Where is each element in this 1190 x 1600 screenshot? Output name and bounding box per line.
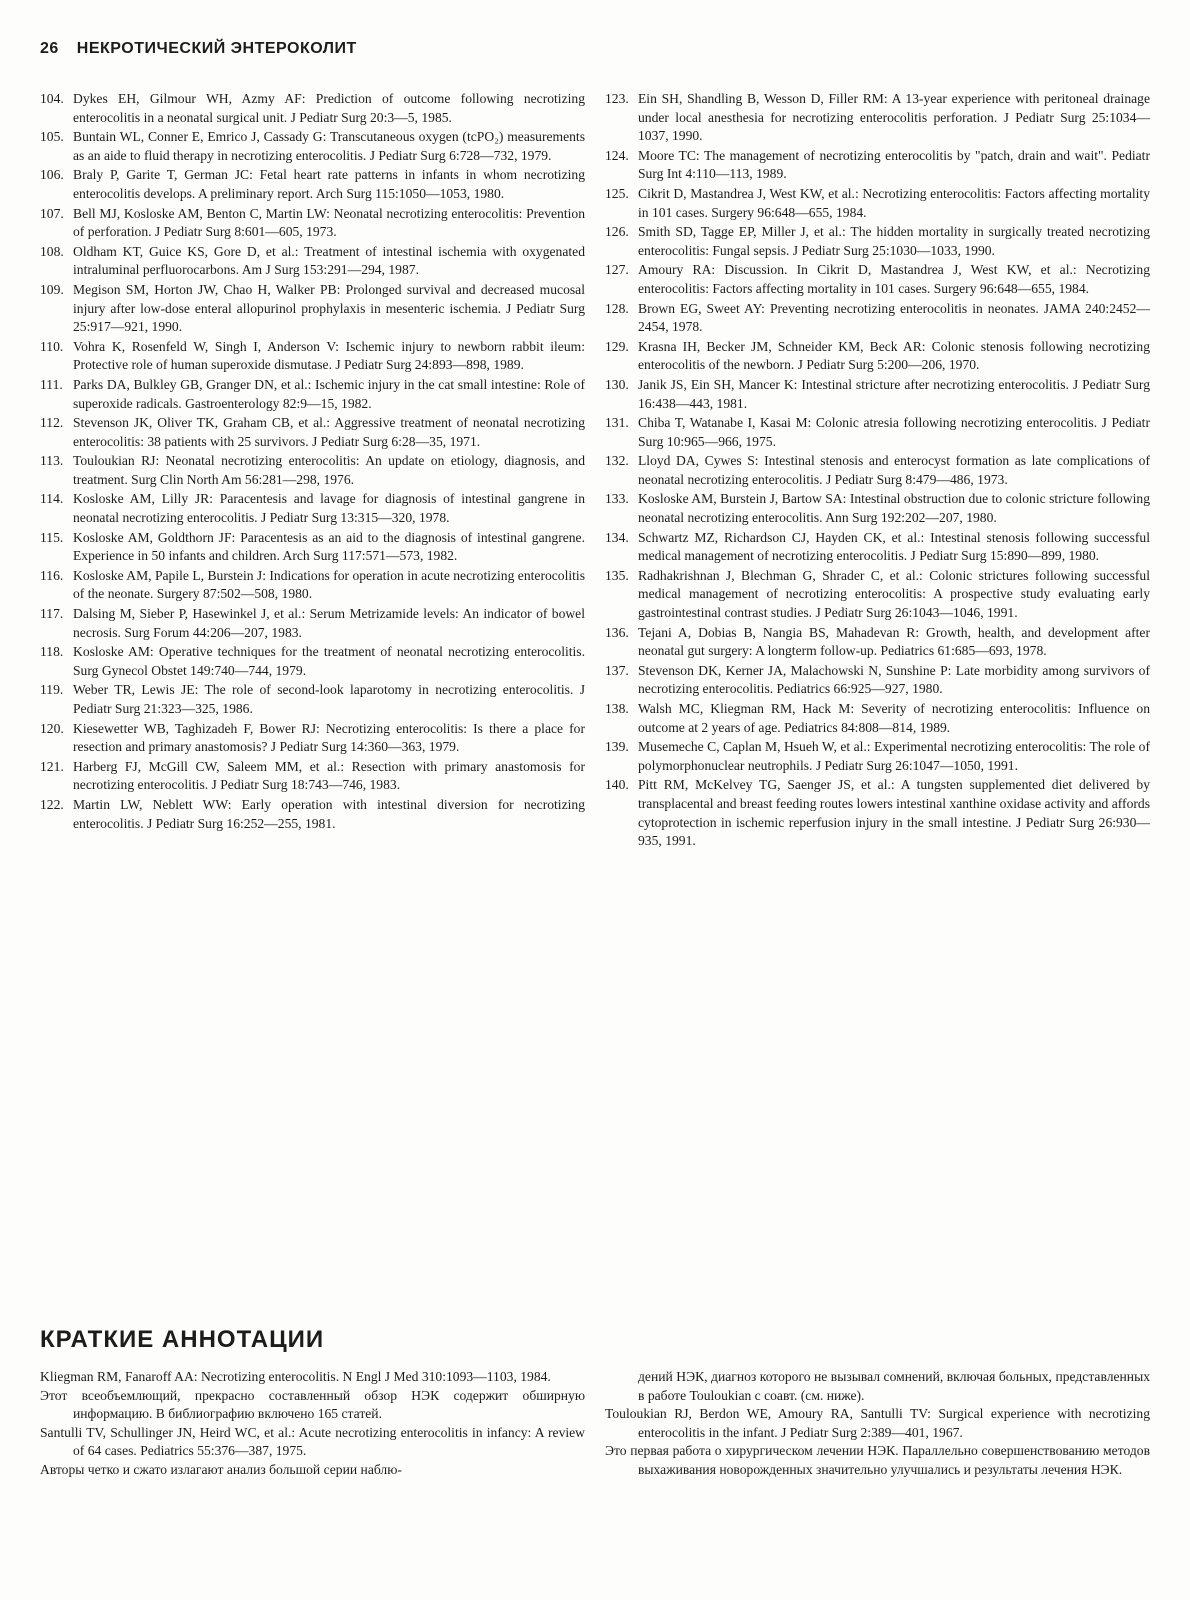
page-number: 26 bbox=[40, 40, 59, 57]
reference-entry bbox=[605, 261, 1150, 298]
reference-text: Moore TC: The management of necrotizing enterocolitis by "patch, drain and wait". Pediatr Surg Int 4:110—113, 1989. bbox=[638, 147, 1150, 182]
reference-text: Cikrit D, Mastandrea J, West KW, et al.: Necrotizing enterocolitis: Factors affecting mortality in 101 cases. Surgery 96:648—655, 1984. bbox=[638, 185, 1150, 220]
reference-text: Weber TR, Lewis JE: The role of second-look laparotomy in necrotizing enterocolitis. J Pediatr Surg 21:323—325, 1986. bbox=[73, 682, 585, 716]
reference-text: Chiba T, Watanabe I, Kasai M: Colonic atresia following necrotizing enterocolitis. J Pediatr Surg 10:965—966, 1975. bbox=[638, 415, 1150, 449]
reference-number: 119. bbox=[40, 682, 64, 698]
reference-entry bbox=[40, 452, 585, 489]
reference-text: Touloukian RJ: Neonatal necrotizing enterocolitis: An update on etiology, diagnosis, and treatment. Surg Clin North Am 56:281—298, 1976. bbox=[73, 453, 585, 487]
reference-number: 136. bbox=[605, 624, 629, 640]
reference-text: Dalsing M, Sieber P, Hasewinkel J, et al.: Serum Metrizamide levels: An indicator of bowel necrosis. Surg Forum 44:206—207, 1983. bbox=[73, 606, 585, 640]
reference-number: 137. bbox=[605, 662, 629, 678]
reference-text: Walsh MC, Kliegman RM, Hack M: Severity of necrotizing enterocolitis: Influence on outcome at 2 years of age. Pediatrics 84:808—814, 1989. bbox=[638, 701, 1150, 735]
references-right-column bbox=[605, 90, 1150, 852]
reference-text: Oldham KT, Guice KS, Gore D, et al.: Treatment of intestinal ischemia with oxygenated intraluminal perfluorocarbons. Am J Surg 153:291—294, 1987. bbox=[73, 243, 585, 278]
running-title: НЕКРОТИЧЕСКИЙ ЭНТЕРОКОЛИТ bbox=[76, 40, 357, 57]
reference-number: 104. bbox=[40, 91, 64, 106]
reference-number: 113. bbox=[40, 453, 64, 469]
annotation-comment: дений НЭК, диагноз которого не вызывал сомнений, включая больных, представленных в работе Touloukian с соавт. (см. ниже). bbox=[638, 1369, 1150, 1403]
reference-number: 124. bbox=[605, 147, 629, 163]
reference-text: Kosloske AM, Burstein J, Bartow SA: Intestinal obstruction due to colonic stricture following neonatal necrotizing enterocolitis. Ann Surg 192:202—207, 1980. bbox=[638, 491, 1150, 526]
annotations-left-column bbox=[40, 1368, 585, 1480]
reference-entry bbox=[40, 567, 585, 604]
reference-entry bbox=[605, 490, 1150, 527]
reference-entry bbox=[605, 300, 1150, 337]
reference-number: 132. bbox=[605, 453, 629, 469]
reference-text: Musemeche C, Caplan M, Hsueh W, et al.: Experimental necrotizing enterocolitis: The role of polymorphonuclear neutrophils. J Pediatr Surg 26:1047—1050, 1991. bbox=[638, 739, 1150, 773]
reference-entry bbox=[40, 605, 585, 642]
reference-entry bbox=[40, 90, 585, 127]
reference-number: 111. bbox=[40, 376, 63, 392]
reference-number: 112. bbox=[40, 415, 64, 431]
reference-text: Schwartz MZ, Richardson CJ, Hayden CK, et al.: Intestinal stenosis following successful medical management of necrotizing enterocolitis. J Pediatr Surg 15:890—899, 1980. bbox=[638, 529, 1150, 564]
reference-entry bbox=[605, 776, 1150, 850]
reference-text: Krasna IH, Becker JM, Schneider KM, Beck AR: Colonic stenosis following necrotizing enterocolitis of the newborn. J Pediatr Surg 5:200—206, 1970. bbox=[638, 338, 1150, 373]
reference-text: Harberg FJ, McGill CW, Saleem MM, et al.: Resection with primary anastomosis for necrotizing enterocolitis. J Pediatr Surg 18:743—746, 1983. bbox=[73, 758, 585, 793]
reference-text: Martin LW, Neblett WW: Early operation with intestinal diversion for necrotizing enterocolitis. J Pediatr Surg 16:252—255, 1981. bbox=[73, 796, 585, 831]
annotations-right-column bbox=[605, 1368, 1150, 1480]
reference-number: 134. bbox=[605, 529, 629, 545]
annotation-comment: Этот всеобъемлющий, прекрасно составленный обзор НЭК содержит обширную информацию. В библиографию включено 165 статей. bbox=[40, 1387, 585, 1422]
reference-entry bbox=[605, 90, 1150, 146]
reference-entry bbox=[605, 529, 1150, 566]
reference-entry bbox=[40, 681, 585, 718]
reference-entry bbox=[40, 281, 585, 337]
reference-text: Vohra K, Rosenfeld W, Singh I, Anderson V: Ischemic injury to newborn rabbit ileum: Protective role of human superoxide dismutase. J Pediatr Surg 24:893—898, 1989. bbox=[73, 338, 585, 373]
reference-text: Ein SH, Shandling B, Wesson D, Filler RM: A 13-year experience with peritoneal drainage under local anesthesia for necrotizing enterocolitis perforation. J Pediatr Surg 25:1034—1037, 1990. bbox=[638, 91, 1150, 144]
reference-text: Kiesewetter WB, Taghizadeh F, Bower RJ: Necrotizing enterocolitis: Is there a place for resection and primary anastomosis? J Pediatr Surg 14:360—363, 1979. bbox=[73, 720, 585, 755]
reference-number: 140. bbox=[605, 777, 629, 793]
reference-entry bbox=[605, 624, 1150, 661]
reference-text: Smith SD, Tagge EP, Miller J, et al.: The hidden mortality in surgically treated necrotizing enterocolitis: Fungal sepsis. J Pediatr Surg 25:1030—1033, 1990. bbox=[638, 224, 1150, 258]
reference-entry bbox=[40, 376, 585, 413]
reference-text: Lloyd DA, Cywes S: Intestinal stenosis and enterocyst formation as late complications of neonatal necrotizing enterocolitis. J Pediatr Surg 8:479—486, 1973. bbox=[638, 453, 1150, 487]
reference-entry bbox=[40, 490, 585, 527]
reference-number: 107. bbox=[40, 205, 64, 221]
reference-number: 115. bbox=[40, 529, 64, 545]
reference-number: 138. bbox=[605, 701, 629, 716]
reference-entry bbox=[605, 738, 1150, 775]
annotation-citation: Touloukian RJ, Berdon WE, Amoury RA, Santulli TV: Surgical experience with necrotizing enterocolitis in the infant. J Pediatr Surg 2:389—401, 1967. bbox=[605, 1406, 1150, 1440]
reference-number: 105. bbox=[40, 129, 64, 145]
reference-number: 130. bbox=[605, 376, 629, 392]
reference-number: 131. bbox=[605, 415, 629, 431]
reference-text: Kosloske AM, Papile L, Burstein J: Indications for operation in acute necrotizing enterocolitis of the neonate. Surgery 87:502—508, 1980. bbox=[73, 567, 585, 602]
reference-text: Tejani A, Dobias B, Nangia BS, Mahadevan R: Growth, health, and development after neonatal gut surgery: A longterm follow-up. Pediatrics 61:685—693, 1978. bbox=[638, 624, 1150, 659]
reference-text: Dykes EH, Gilmour WH, Azmy AF: Prediction of outcome following necrotizing enterocolitis in a neonatal surgical unit. J Pediatr Surg 20:3—5, 1985. bbox=[73, 91, 585, 125]
reference-text: Pitt RM, McKelvey TG, Saenger JS, et al.: A tungsten supplemented diet delivered by transplacental and breast feeding routes lowers intestinal xanthine oxidase activity and affords cytoprotection in ischemic reperfusion injury in the small intestine. J Pediatr Surg 26:930—935, 1991. bbox=[638, 777, 1150, 849]
annotation-comment: Авторы четко и сжато излагают анализ большой серии наблю- bbox=[40, 1461, 402, 1477]
annotation-comment: Это первая работа о хирургическом лечении НЭК. Параллельно совершенствованию методов выхаживания новорожденных значительно улучшались и результаты лечения НЭК. bbox=[605, 1443, 1150, 1477]
reference-number: 122. bbox=[40, 796, 64, 812]
reference-entry bbox=[605, 700, 1150, 737]
reference-number: 109. bbox=[40, 281, 64, 297]
reference-number: 106. bbox=[40, 167, 64, 183]
reference-text: Amoury RA: Discussion. In Cikrit D, Mastandrea J, West KW, et al.: Necrotizing enterocolitis: Factors affecting mortality in 101 cases. Surgery 96:648—655, 1984. bbox=[638, 262, 1150, 296]
reference-entry bbox=[40, 128, 585, 165]
reference-number: 120. bbox=[40, 720, 64, 736]
reference-number: 129. bbox=[605, 338, 629, 354]
reference-number: 108. bbox=[40, 243, 64, 259]
reference-number: 116. bbox=[40, 567, 64, 583]
reference-text: Janik JS, Ein SH, Mancer K: Intestinal stricture after necrotizing enterocolitis. J Pediatr Surg 16:438—443, 1981. bbox=[638, 376, 1150, 411]
reference-entry bbox=[605, 567, 1150, 623]
reference-text: Kosloske AM: Operative techniques for the treatment of neonatal necrotizing enterocolitis. Surg Gynecol Obstet 149:740—744, 1979. bbox=[73, 644, 585, 678]
reference-number: 123. bbox=[605, 91, 629, 106]
reference-entry bbox=[40, 166, 585, 203]
reference-text: Radhakrishnan J, Blechman G, Shrader C, et al.: Colonic strictures following successful medical management of necrotizing enterocolitis: A prospective study evaluating early gastrointestinal contrast studies. J Pediatr Surg 26:1043—1046, 1991. bbox=[638, 567, 1150, 621]
reference-number: 133. bbox=[605, 491, 629, 507]
reference-number: 114. bbox=[40, 491, 64, 507]
reference-number: 128. bbox=[605, 300, 629, 316]
reference-entry bbox=[605, 147, 1150, 184]
references-left-column bbox=[40, 90, 585, 834]
reference-number: 118. bbox=[40, 644, 64, 660]
reference-entry bbox=[605, 185, 1150, 222]
annotations-title: КРАТКИЕ АННОТАЦИИ bbox=[40, 1326, 325, 1353]
reference-text: Stevenson DK, Kerner JA, Malachowski N, Sunshine P: Late morbidity among survivors of necrotizing enterocolitis. Pediatrics 66:925—927, 1980. bbox=[638, 662, 1150, 697]
reference-number: 125. bbox=[605, 185, 629, 201]
reference-entry bbox=[40, 720, 585, 757]
reference-entry bbox=[605, 223, 1150, 260]
reference-text: Megison SM, Horton JW, Chao H, Walker PB: Prolonged survival and decreased mucosal injury after low-dose enteral allopurinol prophylaxis in mesenteric ischemia. J Pediatr Surg 25:917—921, 1990. bbox=[73, 281, 585, 335]
annotation-citation: Kliegman RM, Fanaroff AA: Necrotizing enterocolitis. N Engl J Med 310:1093—1103, 1984. bbox=[40, 1369, 551, 1384]
reference-entry bbox=[40, 758, 585, 795]
reference-entry bbox=[605, 662, 1150, 699]
reference-entry bbox=[40, 205, 585, 242]
running-header bbox=[40, 40, 357, 58]
reference-entry bbox=[40, 643, 585, 680]
reference-number: 127. bbox=[605, 262, 629, 278]
reference-entry bbox=[605, 338, 1150, 375]
annotation-citation: Santulli TV, Schullinger JN, Heird WC, et al.: Acute necrotizing enterocolitis in infancy: A review of 64 cases. Pediatrics 55:376—387, 1975. bbox=[40, 1424, 585, 1459]
reference-text: Parks DA, Bulkley GB, Granger DN, et al.: Ischemic injury in the cat small intestine: Role of superoxide radicals. Gastroenterology 82:9—15, 1982. bbox=[73, 376, 585, 411]
reference-number: 117. bbox=[40, 606, 64, 622]
reference-text: Brown EG, Sweet AY: Preventing necrotizing enterocolitis in neonates. JAMA 240:2452—2454, 1978. bbox=[638, 300, 1150, 335]
reference-entry bbox=[605, 452, 1150, 489]
reference-text: Kosloske AM, Goldthorn JF: Paracentesis as an aid to the diagnosis of intestinal gangrene. Experience in 50 infants and children. Arch Surg 117:571—573, 1982. bbox=[73, 529, 585, 564]
reference-number: 110. bbox=[40, 338, 64, 354]
reference-number: 135. bbox=[605, 567, 629, 583]
reference-number: 126. bbox=[605, 224, 629, 240]
reference-text: Bell MJ, Kosloske AM, Benton C, Martin LW: Neonatal necrotizing enterocolitis: Prevention of perforation. J Pediatr Surg 8:601—605, 1973. bbox=[73, 205, 585, 240]
reference-number: 139. bbox=[605, 739, 629, 755]
reference-text: Buntain WL, Conner E, Emrico J, Cassady G: Transcutaneous oxygen (tcPO₂) measurements as an aide to fluid therapy in necrotizing enterocolitis. J Pediatr Surg 6:728—732, 1979. bbox=[73, 129, 585, 163]
reference-entry bbox=[40, 243, 585, 280]
reference-entry bbox=[605, 414, 1150, 451]
reference-text: Kosloske AM, Lilly JR: Paracentesis and lavage for diagnosis of intestinal gangrene in neonatal necrotizing enterocolitis. J Pediatr Surg 13:315—320, 1978. bbox=[73, 491, 585, 526]
reference-entry bbox=[40, 414, 585, 451]
reference-entry bbox=[40, 796, 585, 833]
reference-text: Stevenson JK, Oliver TK, Graham CB, et al.: Aggressive treatment of neonatal necrotizing enterocolitis: 38 patients with 25 survivors. J Pediatr Surg 6:28—35, 1971. bbox=[73, 415, 585, 449]
reference-number: 121. bbox=[40, 758, 64, 774]
reference-entry bbox=[40, 338, 585, 375]
reference-text: Braly P, Garite T, German JC: Fetal heart rate patterns in infants in whom necrotizing enterocolitis develops. A preliminary report. Arch Surg 115:1050—1053, 1980. bbox=[73, 167, 585, 201]
reference-entry bbox=[40, 529, 585, 566]
reference-entry bbox=[605, 376, 1150, 413]
